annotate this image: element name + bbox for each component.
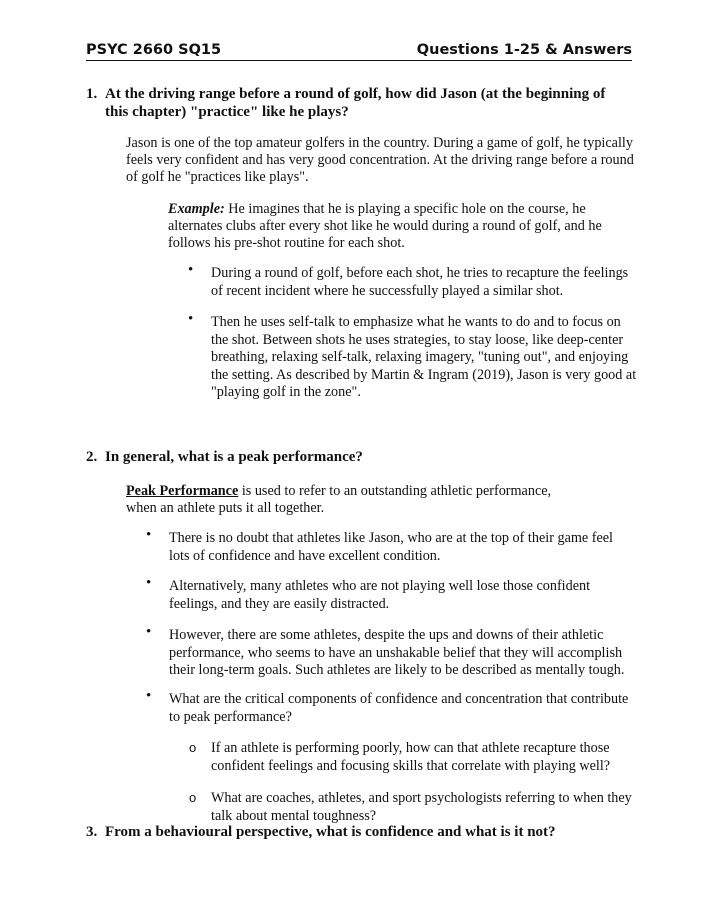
list-item: [146, 688, 635, 726]
question-number: 2.: [86, 449, 98, 465]
hollow-bullet-icon: o: [189, 790, 197, 805]
q1-answer-intro: Jason is one of the top amateur golfers in the country. During a game of golf, he typically feels very confident and has very good concentration. At the driving range before a round of golf he "practices like plays".: [126, 135, 634, 185]
bullet-icon: •: [146, 624, 152, 640]
bullet-icon: •: [146, 527, 152, 543]
definition-text: is used to refer to an outstanding athletic performance,: [238, 483, 552, 499]
list-item-text: What are the critical components of confidence and concentration that contribute to peak performance?: [169, 691, 629, 725]
definition-text: when an athlete puts it all together.: [126, 500, 325, 516]
list-item-text: If an athlete is performing poorly, how can that athlete recapture those confident feelings and focusing skills that correlate with playing well?: [211, 740, 611, 774]
course-code: PSYC 2660 SQ15: [86, 42, 222, 58]
list-item: [146, 624, 635, 680]
sub-list-item: [189, 740, 627, 775]
example-text: He imagines that he is playing a specific hole on the course, he alternates clubs after every shot like he would during a round of golf, and he follows his pre-shot routine for each shot.: [168, 201, 602, 251]
list-item: [188, 262, 633, 300]
document-title: Questions 1-25 & Answers: [416, 42, 632, 58]
question-number: 3.: [86, 824, 98, 840]
list-item-text: During a round of golf, before each shot, he tries to recapture the feelings of recent incident where he successfully played a similar shot.: [211, 265, 629, 299]
bullet-icon: •: [188, 262, 194, 278]
question-2: [86, 448, 632, 466]
q1-example: [168, 201, 628, 252]
question-text: From a behavioural perspective, what is confidence and what is it not?: [105, 824, 556, 840]
list-item: [146, 527, 635, 565]
list-item: [146, 575, 609, 613]
question-text: In general, what is a peak performance?: [105, 449, 363, 465]
question-text: At the driving range before a round of golf, how did Jason (at the beginning of this chapter) "practice" like he plays?: [105, 86, 606, 120]
question-1: [86, 85, 632, 121]
list-item-text: Then he uses self-talk to emphasize what he wants to do and to focus on the shot. Between shots he uses strategies, to stay loose, like deep-center breathing, relaxing self-talk, relaxing imagery, "tuning out", and enjoying the setting. As described by Martin & Ingram (2019), Jason is very good at "playing golf in the zone".: [211, 314, 637, 400]
bullet-icon: •: [146, 575, 152, 591]
hollow-bullet-icon: o: [189, 740, 197, 755]
page-header: [86, 40, 632, 61]
list-item-text: What are coaches, athletes, and sport psychologists referring to when they talk about mental toughness?: [211, 790, 632, 824]
question-number: 1.: [86, 86, 98, 102]
list-item-text: However, there are some athletes, despite the ups and downs of their athletic performance, who seems to have an unshakable belief that they will accomplish their long-term goals. Such athletes are likely to be described as mentally tough.: [169, 627, 625, 678]
sub-list-item: [189, 790, 637, 825]
list-item: [188, 311, 637, 402]
defined-term: Peak Performance: [126, 483, 239, 499]
list-item-text: There is no doubt that athletes like Jason, who are at the top of their game feel lots of confidence and have excellent condition.: [169, 530, 614, 564]
example-label: Example:: [168, 201, 225, 217]
bullet-icon: •: [188, 311, 194, 327]
bullet-icon: •: [146, 688, 152, 704]
q2-definition: [126, 483, 626, 517]
list-item-text: Alternatively, many athletes who are not playing well lose those confident feelings, and they are easily distracted.: [169, 578, 591, 612]
question-3: [86, 823, 632, 841]
